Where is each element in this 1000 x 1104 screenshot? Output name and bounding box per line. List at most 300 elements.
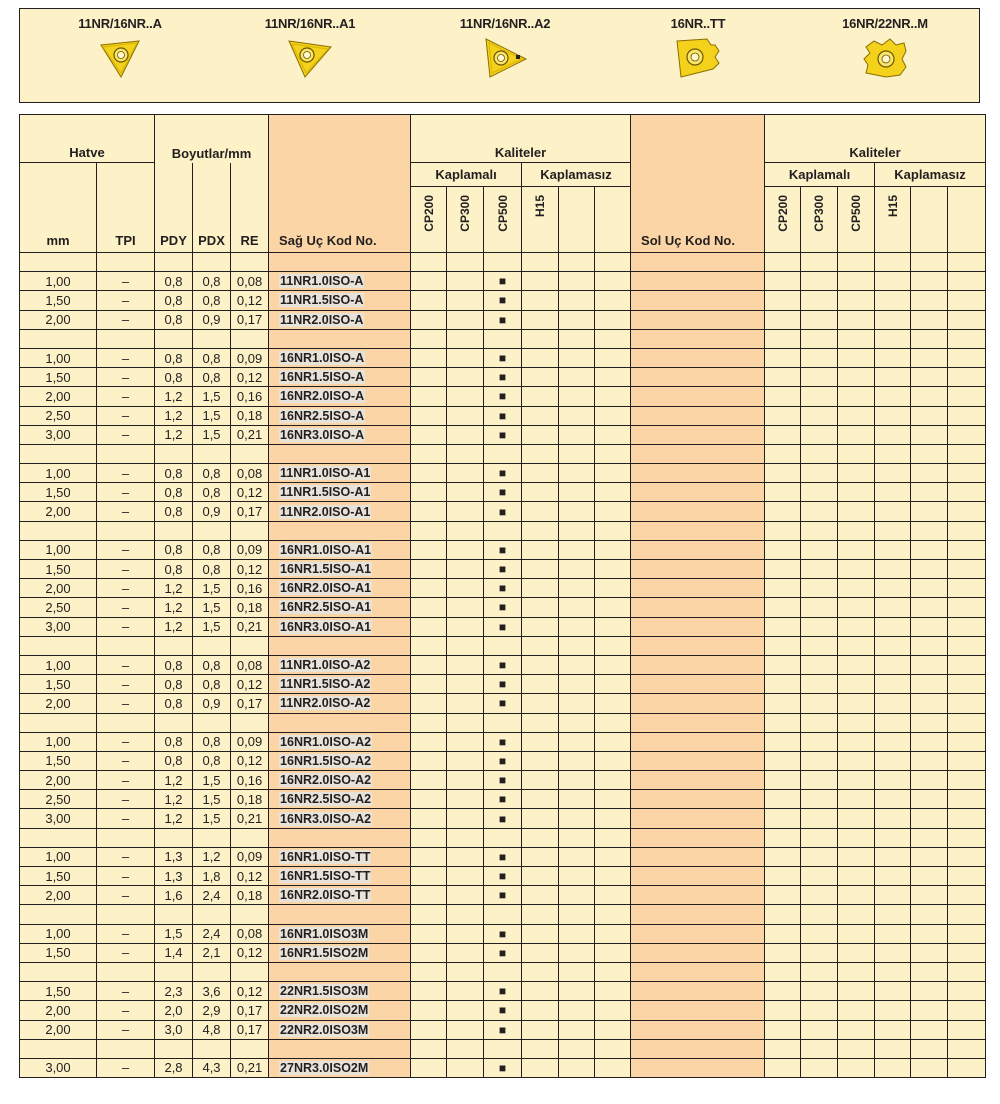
cp300b-cell <box>801 675 838 694</box>
h15-cell <box>522 444 559 463</box>
sag-code-cell <box>269 483 411 502</box>
h15b-cell <box>875 464 911 483</box>
cp200-cell <box>411 310 447 329</box>
empty-cell <box>559 483 595 502</box>
cp300b-cell <box>801 540 838 559</box>
mm-cell <box>20 828 97 847</box>
empty-cell <box>911 962 948 981</box>
availability-mark: ■ <box>498 926 507 941</box>
pdx-cell <box>193 329 231 348</box>
pdx-cell: 1,5 <box>193 771 231 790</box>
mm-cell <box>20 962 97 981</box>
cp300-cell <box>447 617 484 636</box>
cp200b-cell <box>765 943 801 962</box>
insert-label: 11NR/16NR..A1 <box>264 16 356 31</box>
mm-cell: 2,00 <box>20 579 97 598</box>
sol-code-cell <box>631 905 765 924</box>
empty-cell <box>911 617 948 636</box>
sol-code-cell <box>631 560 765 579</box>
re-cell: 0,12 <box>231 675 269 694</box>
re-cell: 0,17 <box>231 694 269 713</box>
cp300-cell <box>447 1001 484 1020</box>
empty-cell <box>559 675 595 694</box>
availability-mark: ■ <box>498 984 507 999</box>
table-row <box>20 291 986 310</box>
pdx-header: PDX <box>193 163 231 253</box>
cp300-cell <box>447 828 484 847</box>
availability-mark: ■ <box>498 274 507 289</box>
empty-cell <box>595 368 631 387</box>
table-row <box>20 1020 986 1039</box>
pdy-cell: 1,2 <box>155 406 193 425</box>
insert-code: 16NR2.0ISO-A2 <box>280 773 372 788</box>
re-cell: 0,16 <box>231 579 269 598</box>
empty-cell <box>948 502 986 521</box>
empty-cell <box>595 828 631 847</box>
empty-cell <box>911 636 948 655</box>
empty-cell <box>948 943 986 962</box>
h15b-cell <box>875 502 911 521</box>
cp200b-cell <box>765 540 801 559</box>
cp200-cell <box>411 406 447 425</box>
sol-code-cell <box>631 310 765 329</box>
cp300-cell <box>447 253 484 272</box>
cp300b-cell <box>801 694 838 713</box>
sol-code-cell <box>631 1058 765 1077</box>
cp500b-cell <box>838 272 875 291</box>
pdy-cell: 2,0 <box>155 1001 193 1020</box>
h15b-cell <box>875 272 911 291</box>
table-row <box>20 464 986 483</box>
h15b-cell <box>875 1020 911 1039</box>
empty-cell <box>595 483 631 502</box>
cp300b-cell <box>801 905 838 924</box>
cp300-cell <box>447 809 484 828</box>
h15b-cell <box>875 579 911 598</box>
cp200b-cell <box>765 1020 801 1039</box>
pdy-cell: 0,8 <box>155 291 193 310</box>
empty-cell <box>559 1058 595 1077</box>
h15-cell <box>522 732 559 751</box>
tpi-cell: – <box>97 464 155 483</box>
insert-code: 16NR2.0ISO-TT <box>280 888 371 903</box>
pdx-cell: 0,8 <box>193 291 231 310</box>
sag-code-cell <box>269 1058 411 1077</box>
cp300-cell <box>447 982 484 1001</box>
pdx-cell: 0,9 <box>193 694 231 713</box>
cp200-cell <box>411 253 447 272</box>
pdy-cell <box>155 253 193 272</box>
h15b-cell <box>875 847 911 866</box>
h15-cell <box>522 1058 559 1077</box>
sol-code-cell <box>631 847 765 866</box>
empty-cell <box>595 348 631 367</box>
empty-cell <box>559 732 595 751</box>
tpi-cell: – <box>97 502 155 521</box>
pdx-cell <box>193 444 231 463</box>
mm-cell: 3,00 <box>20 617 97 636</box>
table-row <box>20 310 986 329</box>
empty-cell <box>948 540 986 559</box>
cp200b-cell <box>765 483 801 502</box>
table-row <box>20 368 986 387</box>
re-cell: 0,21 <box>231 617 269 636</box>
cp200-cell <box>411 425 447 444</box>
empty-cell <box>559 253 595 272</box>
empty-cell <box>595 886 631 905</box>
cp500b-cell <box>838 675 875 694</box>
cp500-cell <box>484 540 522 559</box>
cp200b-cell <box>765 962 801 981</box>
empty-cell <box>559 771 595 790</box>
cp500-cell <box>484 675 522 694</box>
empty-cell <box>911 579 948 598</box>
empty-cell <box>911 809 948 828</box>
cp500b-cell <box>838 617 875 636</box>
cp200-cell <box>411 867 447 886</box>
empty-cell <box>911 867 948 886</box>
cp500-cell <box>484 847 522 866</box>
cp300-cell <box>447 310 484 329</box>
pdx-cell: 1,5 <box>193 598 231 617</box>
sol-code-cell <box>631 521 765 540</box>
pdy-cell: 1,2 <box>155 617 193 636</box>
sol-code-cell <box>631 406 765 425</box>
pdx-cell: 0,8 <box>193 540 231 559</box>
insert-label: 11NR/16NR..A <box>78 16 162 31</box>
pdy-cell <box>155 828 193 847</box>
sol-code-cell <box>631 1020 765 1039</box>
empty-cell <box>911 253 948 272</box>
cp500b-cell <box>838 924 875 943</box>
tpi-cell <box>97 713 155 732</box>
sag-code-cell <box>269 598 411 617</box>
cp200-cell <box>411 943 447 962</box>
sol-code-cell <box>631 1039 765 1058</box>
kaplamasiz2-header: Kaplamasız <box>875 163 986 187</box>
re-cell: 0,08 <box>231 655 269 674</box>
pdy-cell <box>155 521 193 540</box>
pdx-cell: 0,8 <box>193 464 231 483</box>
cp200-cell <box>411 291 447 310</box>
sag-code-cell <box>269 502 411 521</box>
cp200-cell <box>411 521 447 540</box>
kaliteler2-header: Kaliteler <box>765 115 986 163</box>
availability-mark: ■ <box>498 485 507 500</box>
cp500-cell <box>484 253 522 272</box>
mm-cell: 3,00 <box>20 1058 97 1077</box>
mm-cell <box>20 521 97 540</box>
cp200b-cell <box>765 387 801 406</box>
mm-header: mm <box>20 163 97 253</box>
cp200-cell <box>411 655 447 674</box>
empty-cell <box>559 982 595 1001</box>
empty-cell <box>559 387 595 406</box>
sol-code-cell <box>631 253 765 272</box>
mm-cell: 2,00 <box>20 387 97 406</box>
tpi-cell: – <box>97 751 155 770</box>
cp300b-cell <box>801 847 838 866</box>
empty-cell <box>595 1039 631 1058</box>
cp200-cell <box>411 675 447 694</box>
threading-insert-tt-icon <box>673 37 723 79</box>
pdy-cell: 1,2 <box>155 598 193 617</box>
cp300-cell <box>447 867 484 886</box>
cp500-cell <box>484 771 522 790</box>
table-row <box>20 483 986 502</box>
pdy-cell: 1,3 <box>155 847 193 866</box>
cp500b-cell <box>838 886 875 905</box>
cp300-cell <box>447 924 484 943</box>
cp300b-cell <box>801 636 838 655</box>
pdy-cell: 0,8 <box>155 560 193 579</box>
re-cell: 0,21 <box>231 425 269 444</box>
re-cell: 0,09 <box>231 847 269 866</box>
h15b-cell <box>875 253 911 272</box>
pdx-cell <box>193 636 231 655</box>
empty-cell <box>948 828 986 847</box>
sol-code-cell <box>631 579 765 598</box>
cp300b-cell <box>801 943 838 962</box>
pdy-cell: 0,8 <box>155 655 193 674</box>
cp500-cell <box>484 348 522 367</box>
cp200b-cell <box>765 272 801 291</box>
h15-cell <box>522 1039 559 1058</box>
sag-code-cell <box>269 732 411 751</box>
cp200-cell <box>411 617 447 636</box>
empty-cell <box>948 483 986 502</box>
empty-cell <box>595 617 631 636</box>
pdy-cell: 0,8 <box>155 502 193 521</box>
h15b-cell <box>875 886 911 905</box>
cp200-cell <box>411 483 447 502</box>
tpi-cell: – <box>97 924 155 943</box>
cp200b-cell <box>765 694 801 713</box>
sol-code-cell <box>631 943 765 962</box>
empty-cell <box>911 464 948 483</box>
cp500-cell <box>484 943 522 962</box>
pdx-cell: 2,4 <box>193 924 231 943</box>
sag-kod-header: Sağ Uç Kod No. <box>269 115 411 253</box>
empty-cell <box>948 368 986 387</box>
pdx-cell <box>193 828 231 847</box>
cp300-header: CP300 <box>447 187 484 253</box>
empty-cell <box>911 655 948 674</box>
h15b-cell <box>875 675 911 694</box>
cp300-cell <box>447 425 484 444</box>
h15-cell <box>522 655 559 674</box>
tpi-cell: – <box>97 886 155 905</box>
table-row <box>20 272 986 291</box>
sag-code-cell <box>269 272 411 291</box>
pdy-cell <box>155 636 193 655</box>
empty-cell <box>948 348 986 367</box>
cp200-cell <box>411 694 447 713</box>
insert-type-a1 <box>210 9 410 104</box>
cp500-cell <box>484 310 522 329</box>
cp200-cell <box>411 464 447 483</box>
empty-cell <box>559 617 595 636</box>
cp500-cell <box>484 560 522 579</box>
availability-mark: ■ <box>498 293 507 308</box>
pdx-cell <box>193 962 231 981</box>
mm-cell: 1,00 <box>20 348 97 367</box>
empty-cell <box>911 924 948 943</box>
tpi-cell <box>97 444 155 463</box>
pdy-cell: 0,8 <box>155 483 193 502</box>
re-cell: 0,12 <box>231 943 269 962</box>
cp200b-cell <box>765 1001 801 1020</box>
h15-cell <box>522 982 559 1001</box>
h15b-header: H15 <box>875 187 911 253</box>
empty-cell <box>911 732 948 751</box>
re-cell: 0,17 <box>231 502 269 521</box>
cp500b-cell <box>838 598 875 617</box>
cp300b-cell <box>801 828 838 847</box>
cp300b-cell <box>801 521 838 540</box>
sag-code-cell <box>269 387 411 406</box>
sag-code-cell <box>269 962 411 981</box>
sol-code-cell <box>631 751 765 770</box>
re-cell: 0,18 <box>231 790 269 809</box>
cp300b-cell <box>801 483 838 502</box>
empty-cell <box>559 886 595 905</box>
cp300b-cell <box>801 387 838 406</box>
table-row <box>20 751 986 770</box>
empty-cell <box>911 1020 948 1039</box>
cp500b-cell <box>838 828 875 847</box>
empty-cell <box>595 387 631 406</box>
h15b-cell <box>875 732 911 751</box>
empty-cell <box>595 732 631 751</box>
cp200-cell <box>411 905 447 924</box>
cp200-cell <box>411 847 447 866</box>
h15b-cell <box>875 406 911 425</box>
empty-cell <box>595 962 631 981</box>
table-row <box>20 924 986 943</box>
availability-mark: ■ <box>498 811 507 826</box>
spacer-row <box>20 253 986 272</box>
cp500-cell <box>484 636 522 655</box>
cp500-cell <box>484 329 522 348</box>
tpi-cell: – <box>97 867 155 886</box>
empty-cell <box>559 444 595 463</box>
h15b-cell <box>875 425 911 444</box>
empty-cell <box>559 924 595 943</box>
empty-cell <box>595 655 631 674</box>
pdy-cell: 0,8 <box>155 464 193 483</box>
empty-cell <box>948 847 986 866</box>
insert-label: 16NR..TT <box>670 16 726 31</box>
h15b-cell <box>875 962 911 981</box>
pdx-cell: 0,9 <box>193 310 231 329</box>
cp200-cell <box>411 713 447 732</box>
empty-cell <box>948 924 986 943</box>
cp300-cell <box>447 1058 484 1077</box>
sol-code-cell <box>631 790 765 809</box>
empty-cell <box>559 291 595 310</box>
cp500-cell <box>484 694 522 713</box>
tpi-cell: – <box>97 1001 155 1020</box>
mm-cell: 1,50 <box>20 560 97 579</box>
cp500b-cell <box>838 521 875 540</box>
cp300b-cell <box>801 425 838 444</box>
pdy-cell <box>155 713 193 732</box>
cp300-cell <box>447 943 484 962</box>
pdx-cell: 0,9 <box>193 502 231 521</box>
cp300b-cell <box>801 771 838 790</box>
cp500-cell <box>484 387 522 406</box>
insert-code: 16NR1.5ISO-A1 <box>280 562 372 577</box>
pdy-cell: 0,8 <box>155 732 193 751</box>
cp200-cell <box>411 732 447 751</box>
tpi-cell: – <box>97 598 155 617</box>
pdy-cell: 0,8 <box>155 694 193 713</box>
pdy-cell: 0,8 <box>155 272 193 291</box>
cp300-cell <box>447 272 484 291</box>
cp500-cell <box>484 905 522 924</box>
cp200-cell <box>411 1058 447 1077</box>
insert-code: 22NR1.5ISO3M <box>280 984 369 999</box>
cp200-cell <box>411 809 447 828</box>
availability-mark: ■ <box>498 945 507 960</box>
sag-code-cell <box>269 560 411 579</box>
cp300-cell <box>447 368 484 387</box>
cp300b-cell <box>801 329 838 348</box>
h15-cell <box>522 272 559 291</box>
h15-cell <box>522 636 559 655</box>
insert-code: 16NR2.0ISO-A1 <box>280 581 372 596</box>
cp200b-cell <box>765 368 801 387</box>
empty-cell <box>911 905 948 924</box>
re-cell: 0,12 <box>231 982 269 1001</box>
cp300-cell <box>447 636 484 655</box>
sol-code-cell <box>631 444 765 463</box>
cp300-cell <box>447 732 484 751</box>
re-cell: 0,21 <box>231 1058 269 1077</box>
empty-cell <box>948 521 986 540</box>
empty-cell <box>595 310 631 329</box>
cp500b-cell <box>838 1039 875 1058</box>
cp300-cell <box>447 560 484 579</box>
empty-cell <box>559 310 595 329</box>
cp500b-cell <box>838 444 875 463</box>
sol-code-cell <box>631 598 765 617</box>
cp200b-cell <box>765 713 801 732</box>
sag-code-cell <box>269 348 411 367</box>
table-row <box>20 560 986 579</box>
empty-cell <box>559 867 595 886</box>
availability-mark: ■ <box>498 1060 507 1075</box>
re-cell: 0,18 <box>231 406 269 425</box>
sol-code-cell <box>631 809 765 828</box>
empty-cell <box>559 598 595 617</box>
h15-cell <box>522 483 559 502</box>
mm-cell: 2,00 <box>20 1001 97 1020</box>
cp500b-cell <box>838 962 875 981</box>
re-cell: 0,09 <box>231 348 269 367</box>
mm-cell: 2,50 <box>20 406 97 425</box>
pdy-cell: 1,2 <box>155 790 193 809</box>
cp300b-cell <box>801 272 838 291</box>
empty-cell <box>911 771 948 790</box>
h15-cell <box>522 406 559 425</box>
table-row <box>20 847 986 866</box>
mm-cell: 1,00 <box>20 847 97 866</box>
insert-data-table <box>19 114 986 1078</box>
cp500b-cell <box>838 387 875 406</box>
cp500b-cell <box>838 483 875 502</box>
